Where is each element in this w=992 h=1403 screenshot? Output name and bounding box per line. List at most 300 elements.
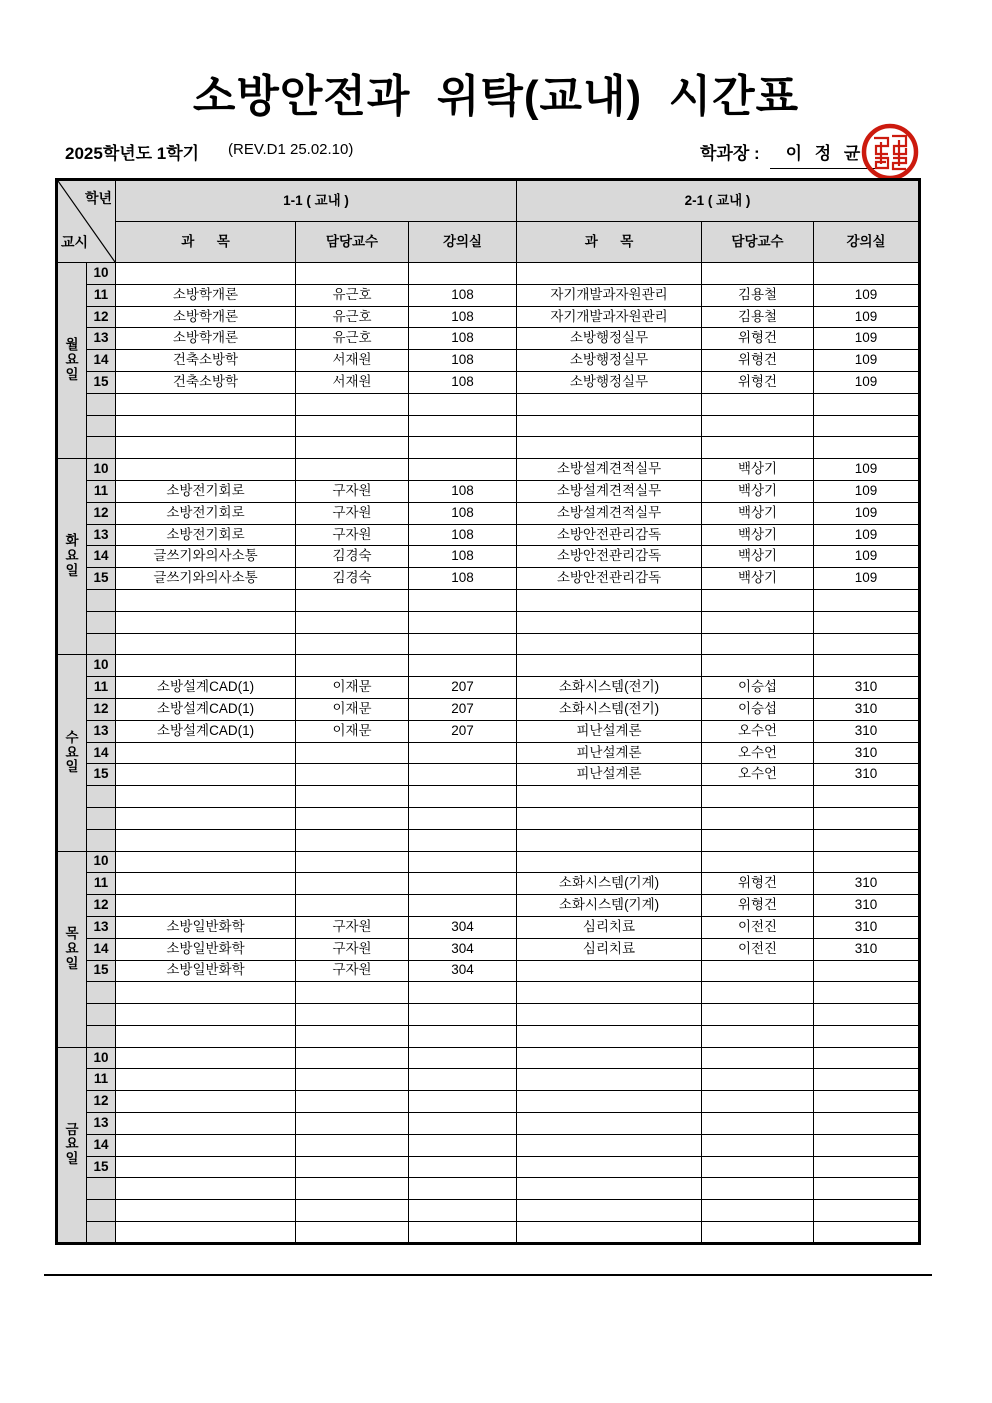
table-row — [57, 1047, 920, 1069]
room-cell — [409, 742, 517, 764]
period-cell — [87, 786, 116, 808]
room-cell — [814, 437, 920, 459]
subject-cell — [116, 1200, 296, 1222]
room-cell — [409, 873, 517, 895]
room-cell: 108 — [409, 371, 517, 393]
room-cell: 108 — [409, 524, 517, 546]
room-cell — [814, 611, 920, 633]
period-cell: 10 — [87, 851, 116, 873]
subject-cell — [517, 415, 702, 437]
professor-cell: 이재문 — [296, 698, 409, 720]
period-cell — [87, 1222, 116, 1244]
professor-cell — [296, 982, 409, 1004]
section-header-2-1: 2-1 ( 교내 ) — [517, 180, 920, 222]
professor-cell: 위형건 — [702, 873, 814, 895]
page-title: 소방안전과 위탁(교내) 시간표 — [192, 72, 800, 121]
professor-cell: 이재문 — [296, 720, 409, 742]
professor-cell — [702, 611, 814, 633]
professor-cell: 구자원 — [296, 502, 409, 524]
subject-cell — [116, 589, 296, 611]
subject-cell — [517, 786, 702, 808]
room-cell: 109 — [814, 524, 920, 546]
subject-cell — [517, 589, 702, 611]
subject-cell — [116, 1069, 296, 1091]
room-cell — [409, 829, 517, 851]
table-row — [57, 502, 920, 524]
table-row — [57, 459, 920, 481]
room-cell — [814, 1178, 920, 1200]
professor-cell — [296, 393, 409, 415]
table-row — [57, 263, 920, 285]
table-row — [57, 982, 920, 1004]
professor-cell — [702, 1156, 814, 1178]
table-row — [57, 589, 920, 611]
room-cell — [409, 459, 517, 481]
room-cell — [814, 1069, 920, 1091]
period-cell: 12 — [87, 698, 116, 720]
subject-cell — [517, 1222, 702, 1244]
professor-cell: 이승섭 — [702, 677, 814, 699]
period-cell — [87, 1200, 116, 1222]
professor-cell — [296, 1222, 409, 1244]
subject-cell — [116, 786, 296, 808]
subject-cell — [517, 1156, 702, 1178]
table-row — [57, 1178, 920, 1200]
room-cell — [409, 263, 517, 285]
room-cell: 108 — [409, 480, 517, 502]
red-seal-stamp-icon — [860, 122, 920, 182]
professor-cell — [296, 851, 409, 873]
subject-cell — [116, 1222, 296, 1244]
period-cell — [87, 1178, 116, 1200]
room-cell — [409, 786, 517, 808]
table-row — [57, 829, 920, 851]
room-cell — [409, 1047, 517, 1069]
subject-cell — [517, 1091, 702, 1113]
professor-cell: 위형건 — [702, 328, 814, 350]
period-cell — [87, 1004, 116, 1026]
professor-cell: 이전진 — [702, 916, 814, 938]
table-row — [57, 568, 920, 590]
room-cell: 109 — [814, 568, 920, 590]
room-cell — [814, 1047, 920, 1069]
room-cell — [409, 1069, 517, 1091]
subject-cell — [116, 982, 296, 1004]
table-row — [57, 742, 920, 764]
room-cell: 109 — [814, 459, 920, 481]
period-cell: 10 — [87, 263, 116, 285]
professor-cell — [702, 393, 814, 415]
subject-cell: 글쓰기와의사소통 — [116, 568, 296, 590]
subject-cell — [517, 263, 702, 285]
room-cell: 310 — [814, 895, 920, 917]
professor-cell — [702, 1113, 814, 1135]
subject-cell — [116, 829, 296, 851]
period-cell — [87, 437, 116, 459]
period-cell: 13 — [87, 524, 116, 546]
subject-cell — [116, 1047, 296, 1069]
professor-cell: 백상기 — [702, 546, 814, 568]
subject-cell — [517, 1178, 702, 1200]
table-row — [57, 677, 920, 699]
subject-cell — [517, 1004, 702, 1026]
room-cell — [814, 1156, 920, 1178]
period-cell — [87, 982, 116, 1004]
subject-cell — [517, 437, 702, 459]
subject-cell — [517, 851, 702, 873]
day-label-목요일: 목 요 일 — [57, 851, 87, 1047]
professor-cell — [702, 851, 814, 873]
room-cell — [409, 1178, 517, 1200]
period-cell: 11 — [87, 873, 116, 895]
room-cell — [814, 1113, 920, 1135]
table-row — [57, 720, 920, 742]
subject-cell: 소방행정실무 — [517, 328, 702, 350]
professor-cell — [296, 1004, 409, 1026]
table-row — [57, 764, 920, 786]
professor-cell: 서재원 — [296, 350, 409, 372]
table-row — [57, 1069, 920, 1091]
room-cell: 108 — [409, 568, 517, 590]
professor-cell: 김경숙 — [296, 568, 409, 590]
table-row — [57, 960, 920, 982]
room-cell: 310 — [814, 938, 920, 960]
professor-cell — [296, 1134, 409, 1156]
professor-cell — [296, 415, 409, 437]
revision-label: (REV.D1 25.02.10) — [228, 141, 354, 158]
room-cell — [409, 1025, 517, 1047]
subject-cell — [116, 415, 296, 437]
professor-cell — [702, 1091, 814, 1113]
room-cell: 207 — [409, 720, 517, 742]
professor-cell: 백상기 — [702, 568, 814, 590]
subject-cell — [116, 1134, 296, 1156]
room-cell — [814, 1004, 920, 1026]
professor-cell: 이전진 — [702, 938, 814, 960]
subject-cell — [116, 1025, 296, 1047]
subject-cell: 건축소방학 — [116, 350, 296, 372]
room-cell: 109 — [814, 371, 920, 393]
room-cell: 310 — [814, 720, 920, 742]
room-cell: 207 — [409, 698, 517, 720]
table-row — [57, 1091, 920, 1113]
professor-cell — [296, 1178, 409, 1200]
day-label-수요일: 수 요 일 — [57, 655, 87, 851]
professor-cell: 위형건 — [702, 350, 814, 372]
subject-cell: 소화시스템(전기) — [517, 698, 702, 720]
subject-cell: 건축소방학 — [116, 371, 296, 393]
period-cell: 13 — [87, 720, 116, 742]
subject-cell: 자기개발과자원관리 — [517, 284, 702, 306]
room-cell — [814, 393, 920, 415]
professor-cell: 백상기 — [702, 459, 814, 481]
table-row — [57, 873, 920, 895]
subject-cell — [517, 1047, 702, 1069]
professor-cell — [702, 786, 814, 808]
subject-cell: 글쓰기와의사소통 — [116, 546, 296, 568]
professor-cell: 위형건 — [702, 371, 814, 393]
room-cell: 109 — [814, 328, 920, 350]
subject-cell — [116, 807, 296, 829]
room-cell: 304 — [409, 938, 517, 960]
professor-cell — [296, 633, 409, 655]
subject-cell: 소방전기회로 — [116, 480, 296, 502]
professor-cell: 이승섭 — [702, 698, 814, 720]
table-row — [57, 437, 920, 459]
table-row — [57, 1134, 920, 1156]
day-label-화요일: 화 요 일 — [57, 459, 87, 655]
professor-cell — [296, 873, 409, 895]
period-cell: 13 — [87, 1113, 116, 1135]
period-cell: 14 — [87, 938, 116, 960]
room-cell — [409, 393, 517, 415]
room-cell — [409, 851, 517, 873]
period-cell: 11 — [87, 284, 116, 306]
period-cell — [87, 393, 116, 415]
professor-cell — [702, 1134, 814, 1156]
meta-row — [0, 136, 992, 166]
subject-cell: 소방행정실무 — [517, 350, 702, 372]
room-cell — [409, 437, 517, 459]
period-cell: 12 — [87, 1091, 116, 1113]
professor-cell — [702, 1069, 814, 1091]
professor-cell — [702, 263, 814, 285]
subject-cell — [116, 437, 296, 459]
period-cell: 10 — [87, 655, 116, 677]
period-cell — [87, 589, 116, 611]
professor-cell — [296, 1047, 409, 1069]
period-cell — [87, 633, 116, 655]
professor-cell: 서재원 — [296, 371, 409, 393]
professor-cell — [702, 982, 814, 1004]
table-row — [57, 851, 920, 873]
period-cell — [87, 829, 116, 851]
corner-label-period: 교시 — [61, 233, 89, 250]
room-cell — [409, 807, 517, 829]
room-cell — [409, 633, 517, 655]
subject-cell — [517, 633, 702, 655]
professor-cell — [296, 437, 409, 459]
room-cell — [409, 982, 517, 1004]
subject-cell: 피난설계론 — [517, 720, 702, 742]
professor-cell: 오수언 — [702, 764, 814, 786]
professor-cell — [296, 1025, 409, 1047]
room-cell: 109 — [814, 350, 920, 372]
room-cell — [409, 1091, 517, 1113]
room-cell: 310 — [814, 677, 920, 699]
timetable — [55, 178, 921, 1245]
room-cell — [409, 611, 517, 633]
professor-cell — [296, 829, 409, 851]
subject-cell: 소방안전관리감독 — [517, 568, 702, 590]
room-cell — [409, 589, 517, 611]
period-cell: 14 — [87, 1134, 116, 1156]
room-cell — [814, 633, 920, 655]
room-cell: 207 — [409, 677, 517, 699]
subject-cell — [116, 1113, 296, 1135]
professor-cell: 구자원 — [296, 960, 409, 982]
room-cell — [814, 589, 920, 611]
room-cell — [814, 263, 920, 285]
room-cell: 109 — [814, 284, 920, 306]
table-row — [57, 415, 920, 437]
period-cell: 15 — [87, 371, 116, 393]
table-row — [57, 524, 920, 546]
period-cell: 11 — [87, 480, 116, 502]
subject-cell: 소방설계CAD(1) — [116, 720, 296, 742]
room-cell: 108 — [409, 546, 517, 568]
room-cell — [814, 415, 920, 437]
subject-cell — [116, 611, 296, 633]
subject-cell — [517, 829, 702, 851]
table-row — [57, 807, 920, 829]
subject-cell: 소방학개론 — [116, 306, 296, 328]
table-row — [57, 1113, 920, 1135]
room-cell: 109 — [814, 502, 920, 524]
professor-cell — [702, 1047, 814, 1069]
period-cell: 11 — [87, 1069, 116, 1091]
professor-cell: 구자원 — [296, 524, 409, 546]
subject-cell — [116, 1091, 296, 1113]
table-row — [57, 1004, 920, 1026]
room-cell — [409, 1200, 517, 1222]
room-cell — [409, 1156, 517, 1178]
period-cell: 10 — [87, 1047, 116, 1069]
period-cell: 15 — [87, 960, 116, 982]
room-cell — [814, 786, 920, 808]
period-cell — [87, 807, 116, 829]
professor-cell: 구자원 — [296, 480, 409, 502]
subject-cell — [116, 633, 296, 655]
room-cell: 310 — [814, 698, 920, 720]
period-cell — [87, 611, 116, 633]
professor-cell — [702, 1004, 814, 1026]
professor-cell: 백상기 — [702, 480, 814, 502]
room-cell — [409, 1222, 517, 1244]
column-header-professor-2: 담당교수 — [702, 222, 814, 263]
period-cell: 14 — [87, 546, 116, 568]
room-cell: 108 — [409, 328, 517, 350]
subject-cell — [517, 1200, 702, 1222]
table-row — [57, 306, 920, 328]
period-cell: 13 — [87, 328, 116, 350]
room-cell: 108 — [409, 306, 517, 328]
room-cell: 310 — [814, 742, 920, 764]
subject-cell: 소화시스템(기계) — [517, 873, 702, 895]
subject-cell: 피난설계론 — [517, 764, 702, 786]
professor-cell — [296, 764, 409, 786]
period-cell: 11 — [87, 677, 116, 699]
room-cell: 304 — [409, 916, 517, 938]
period-cell: 13 — [87, 916, 116, 938]
room-cell — [409, 415, 517, 437]
room-cell: 109 — [814, 306, 920, 328]
subject-cell — [517, 982, 702, 1004]
room-cell: 108 — [409, 350, 517, 372]
professor-cell — [702, 589, 814, 611]
professor-cell: 김용철 — [702, 306, 814, 328]
professor-cell — [702, 960, 814, 982]
subject-cell: 소방일반화학 — [116, 916, 296, 938]
subject-cell — [517, 1025, 702, 1047]
room-cell: 310 — [814, 916, 920, 938]
professor-cell: 김용철 — [702, 284, 814, 306]
professor-cell — [296, 807, 409, 829]
room-cell — [409, 1113, 517, 1135]
table-row — [57, 284, 920, 306]
table-row — [57, 1200, 920, 1222]
subject-cell: 소방설계CAD(1) — [116, 698, 296, 720]
corner-cell — [57, 180, 116, 263]
room-cell — [814, 1222, 920, 1244]
day-label-금요일: 금 요 일 — [57, 1047, 87, 1243]
room-cell — [814, 807, 920, 829]
subject-cell — [116, 764, 296, 786]
professor-cell — [296, 1156, 409, 1178]
subject-cell — [116, 1004, 296, 1026]
room-cell: 108 — [409, 502, 517, 524]
room-cell — [814, 655, 920, 677]
professor-cell: 오수언 — [702, 720, 814, 742]
subject-cell: 소방학개론 — [116, 328, 296, 350]
room-cell — [814, 1134, 920, 1156]
subject-cell — [116, 873, 296, 895]
room-cell: 109 — [814, 480, 920, 502]
subject-cell: 소화시스템(전기) — [517, 677, 702, 699]
subject-cell — [116, 851, 296, 873]
room-cell — [814, 1091, 920, 1113]
professor-cell — [702, 437, 814, 459]
subject-cell — [116, 1178, 296, 1200]
subject-cell: 소방설계CAD(1) — [116, 677, 296, 699]
section-header-1-1: 1-1 ( 교내 ) — [116, 180, 517, 222]
professor-cell — [702, 415, 814, 437]
table-row — [57, 1025, 920, 1047]
table-row — [57, 1156, 920, 1178]
room-cell — [814, 829, 920, 851]
subject-cell: 자기개발과자원관리 — [517, 306, 702, 328]
table-row — [57, 916, 920, 938]
room-cell — [409, 655, 517, 677]
subject-cell — [517, 1134, 702, 1156]
professor-cell — [296, 589, 409, 611]
professor-cell — [702, 1178, 814, 1200]
subject-cell — [517, 960, 702, 982]
subject-cell — [517, 807, 702, 829]
subject-cell: 소방일반화학 — [116, 938, 296, 960]
professor-cell: 오수언 — [702, 742, 814, 764]
subject-cell: 소방안전관리감독 — [517, 546, 702, 568]
table-row — [57, 655, 920, 677]
professor-cell — [296, 1113, 409, 1135]
subject-cell: 소방설계견적실무 — [517, 480, 702, 502]
professor-cell: 유근호 — [296, 328, 409, 350]
subject-cell: 소방학개론 — [116, 284, 296, 306]
column-header-professor-1: 담당교수 — [296, 222, 409, 263]
professor-cell: 구자원 — [296, 916, 409, 938]
column-header-subject-1: 과 목 — [116, 222, 296, 263]
subject-cell — [116, 742, 296, 764]
dept-head-signature: 이 정 균 — [770, 139, 880, 169]
room-cell — [814, 1025, 920, 1047]
subject-cell — [116, 263, 296, 285]
professor-cell: 백상기 — [702, 524, 814, 546]
subject-cell — [116, 1156, 296, 1178]
professor-cell: 유근호 — [296, 306, 409, 328]
professor-cell: 유근호 — [296, 284, 409, 306]
table-row — [57, 480, 920, 502]
professor-cell: 백상기 — [702, 502, 814, 524]
